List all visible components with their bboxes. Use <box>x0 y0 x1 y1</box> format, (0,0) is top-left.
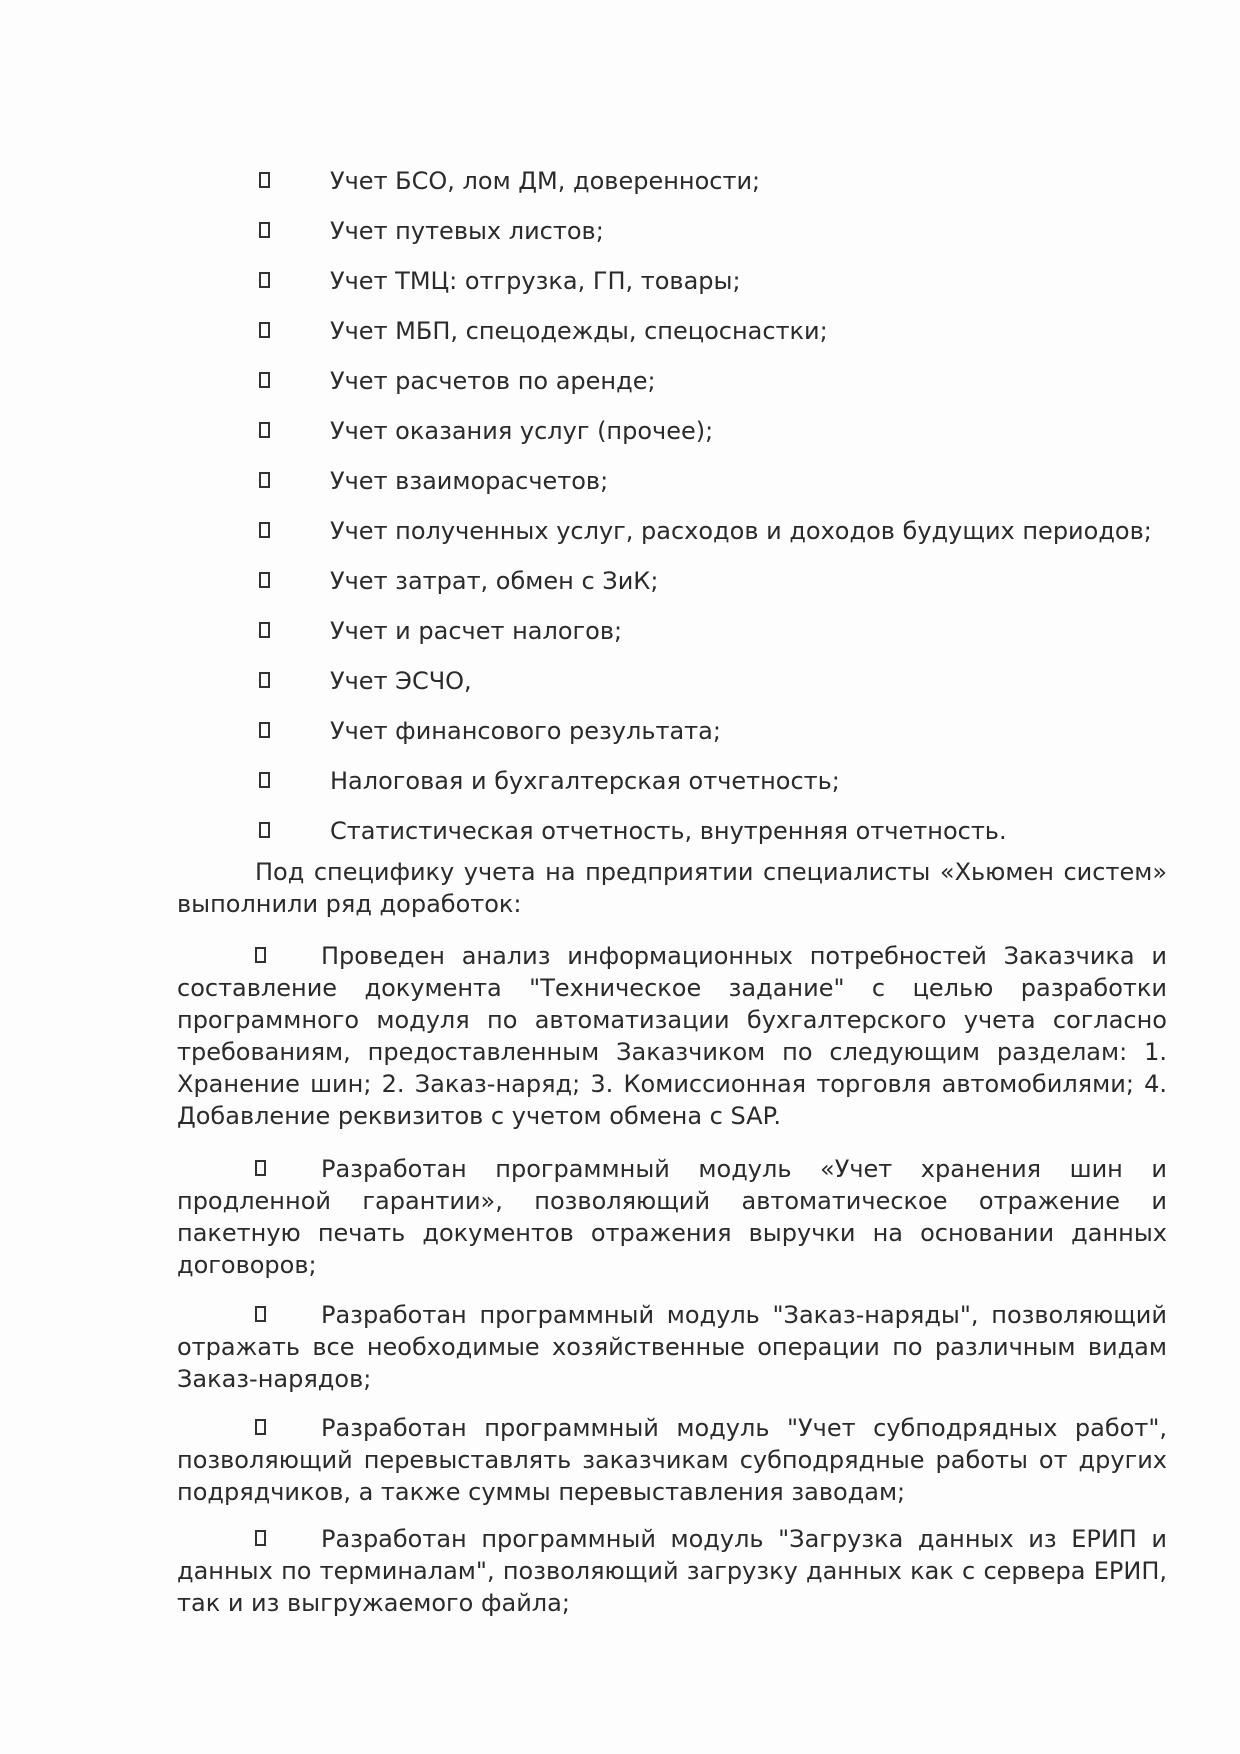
checkbox-icon <box>255 1160 266 1176</box>
list-item <box>252 310 1172 360</box>
list-item-text: Учет оказания услуг (прочее); <box>330 417 714 445</box>
checkbox-icon <box>259 222 270 238</box>
list-item <box>252 360 1172 410</box>
checkbox-icon <box>259 272 270 288</box>
list-item <box>252 810 1172 860</box>
list-item-text: Учет расчетов по аренде; <box>330 367 656 395</box>
list-item-text: Учет МБП, спецодежды, спецоснастки; <box>330 317 828 345</box>
checkbox-icon <box>259 522 270 538</box>
list-item <box>252 160 1172 210</box>
checkbox-icon <box>259 722 270 738</box>
checkbox-icon <box>255 947 266 963</box>
checkbox-icon <box>259 772 270 788</box>
work-paragraph <box>177 1153 1167 1281</box>
list-item <box>252 660 1172 710</box>
work-paragraph-text: Проведен анализ информационных потребностей Заказчика и составление документа "Техническое задание" с целью разработки программного модуля по автоматизации бухгалтерского учета согласно требованиям, предоставленным Заказчиком по следующим разделам: 1. Хранение шин; 2. Заказ-наряд; 3. Комиссионная торговля автомобилями; 4. Добавление реквизитов с учетом обмена с SAP. <box>177 942 1167 1130</box>
list-item <box>252 710 1172 760</box>
work-paragraph-text: Разработан программный модуль "Учет субподрядных работ", позволяющий перевыставлять заказчикам субподрядные работы от других подрядчиков, а также суммы перевыставления заводам; <box>177 1414 1167 1506</box>
list-item-text: Учет финансового результата; <box>330 717 721 745</box>
checkbox-icon <box>259 172 270 188</box>
checkbox-icon <box>255 1530 266 1546</box>
checkbox-icon <box>259 572 270 588</box>
list-item-text: Статистическая отчетность, внутренняя отчетность. <box>330 817 1007 845</box>
work-paragraph <box>177 1523 1167 1619</box>
list-item <box>252 260 1172 310</box>
list-item-text: Учет путевых листов; <box>330 217 604 245</box>
list-item <box>252 510 1172 560</box>
checkbox-icon <box>259 422 270 438</box>
list-item-text: Учет ЭСЧО, <box>330 667 472 695</box>
list-item-text: Учет полученных услуг, расходов и доходов будущих периодов; <box>330 517 1152 545</box>
work-paragraph <box>177 940 1167 1132</box>
list-item <box>252 210 1172 260</box>
work-paragraph <box>177 1299 1167 1395</box>
list-item <box>252 460 1172 510</box>
work-paragraph <box>177 1412 1167 1508</box>
intro-paragraph: Под специфику учета на предприятии специалисты «Хьюмен систем» выполнили ряд доработок: <box>177 858 1167 918</box>
list-item-text: Учет затрат, обмен с ЗиК; <box>330 567 659 595</box>
accounting-sections-list <box>252 160 1172 860</box>
list-item <box>252 410 1172 460</box>
work-paragraph-text: Разработан программный модуль "Заказ-наряды", позволяющий отражать все необходимые хозяйственные операции по различным видам Заказ-нарядов; <box>177 1301 1167 1393</box>
list-item-text: Налоговая и бухгалтерская отчетность; <box>330 767 840 795</box>
work-paragraph-text: Разработан программный модуль "Загрузка данных из ЕРИП и данных по терминалам", позволяющий загрузку данных как с сервера ЕРИП, так и из выгружаемого файла; <box>177 1525 1167 1617</box>
checkbox-icon <box>259 322 270 338</box>
checkbox-icon <box>259 622 270 638</box>
list-item-text: Учет БСО, лом ДМ, доверенности; <box>330 167 761 195</box>
list-item-text: Учет и расчет налогов; <box>330 617 623 645</box>
checkbox-icon <box>259 822 270 838</box>
list-item <box>252 760 1172 810</box>
work-paragraph-text: Разработан программный модуль «Учет хранения шин и продленной гарантии», позволяющий автоматическое отражение и пакетную печать документов отражения выручки на основании данных договоров; <box>177 1155 1167 1279</box>
list-item-text: Учет ТМЦ: отгрузка, ГП, товары; <box>330 267 741 295</box>
list-item <box>252 610 1172 660</box>
checkbox-icon <box>255 1306 266 1322</box>
list-item-text: Учет взаиморасчетов; <box>330 467 609 495</box>
checkbox-icon <box>259 472 270 488</box>
list-item <box>252 560 1172 610</box>
checkbox-icon <box>259 672 270 688</box>
checkbox-icon <box>255 1419 266 1435</box>
checkbox-icon <box>259 372 270 388</box>
